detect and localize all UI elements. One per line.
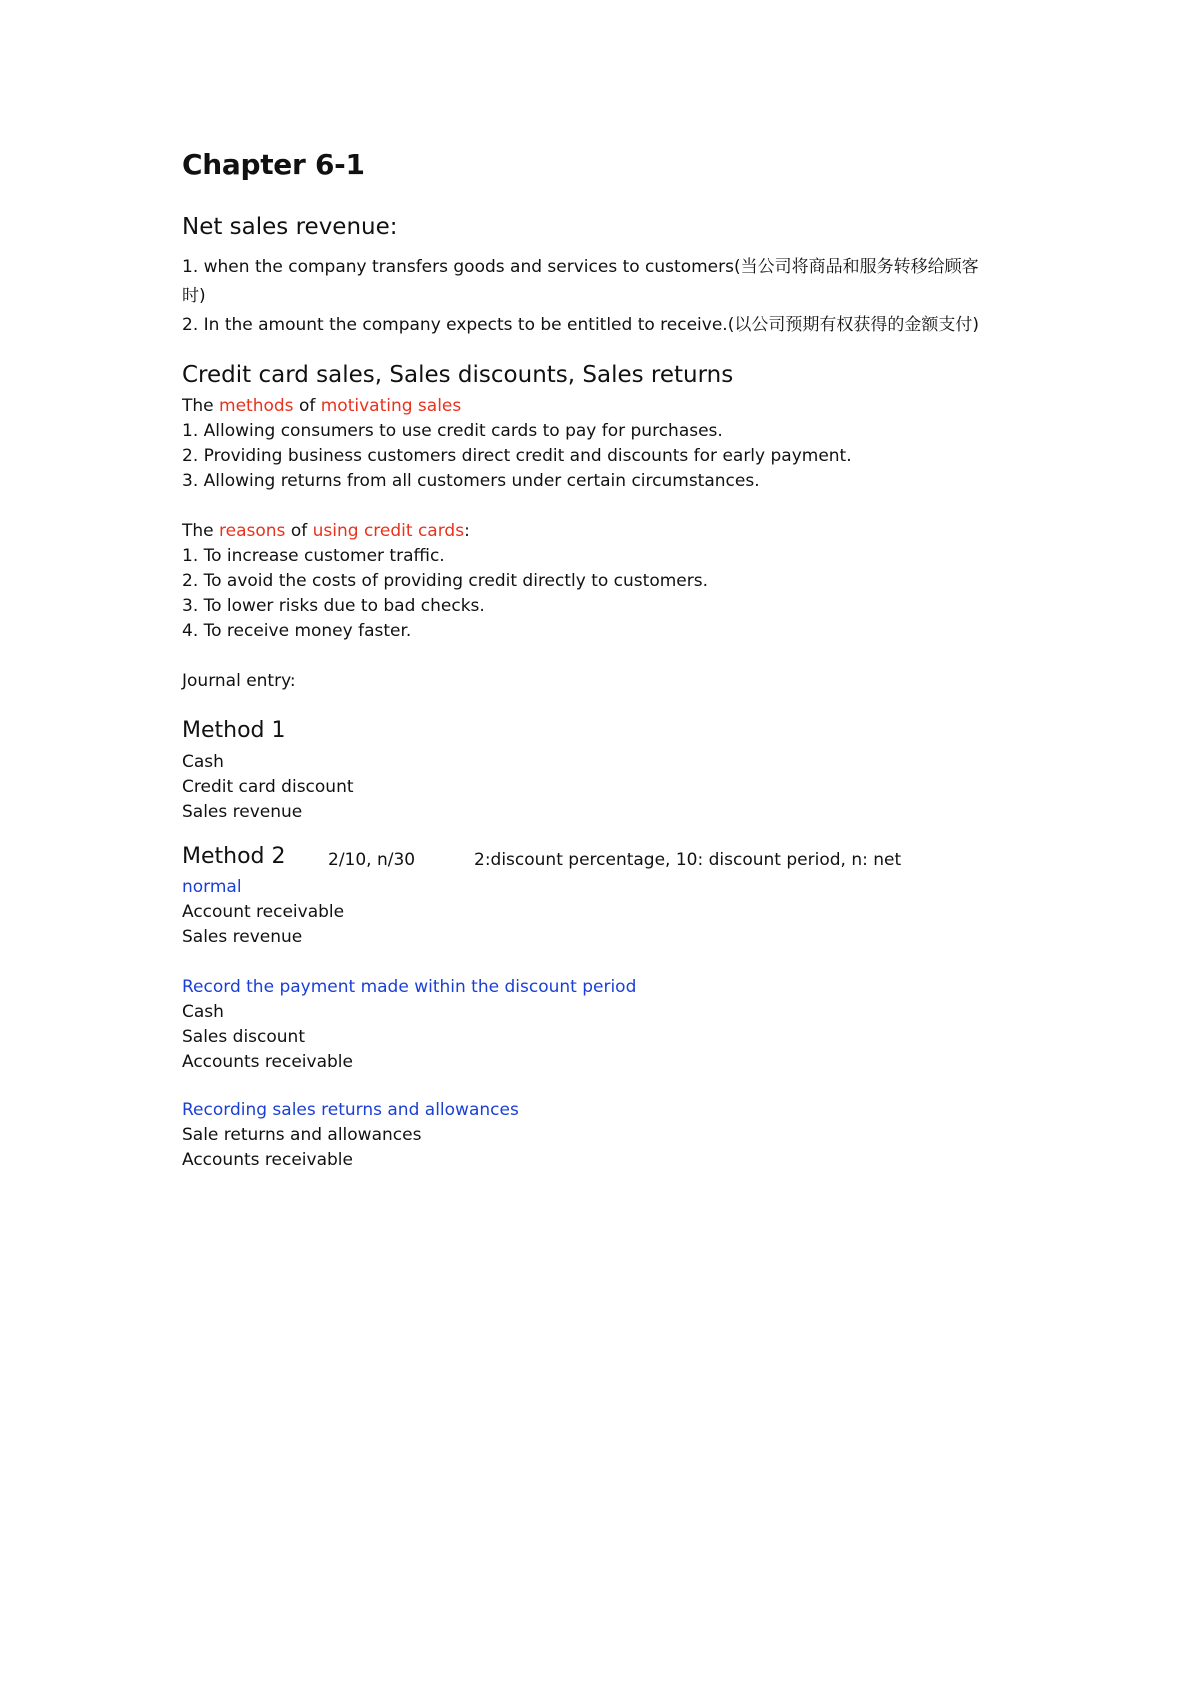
methods-intro-the: The [182,396,220,416]
method-item: 3. Allowing returns from all customers under certain circumstances. [182,471,760,491]
methods-intro-of: of [293,396,321,416]
methods-intro [182,396,461,416]
reason-item: 2. To avoid the costs of providing credit directly to customers. [182,571,708,591]
net-sales-line-1-cont: 时) [182,286,206,306]
normal-label: normal [182,877,242,897]
method-2-terms: 2/10, n/30 [328,850,416,870]
net-sales-heading: Net sales revenue: [182,214,398,240]
method-2-heading: Method 2 [182,844,286,869]
method-item: 1. Allowing consumers to use credit cards to pay for purchases. [182,421,723,441]
motivating-keyword: motivating sales [320,396,462,416]
method-2-explanation: 2:discount percentage, 10: discount period, n: net [474,850,902,870]
chapter-title: Chapter 6-1 [182,148,365,181]
payment-label: Record the payment made within the discount period [182,977,637,997]
method-1-heading: Method 1 [182,718,286,743]
method-item: 2. Providing business customers direct credit and discounts for early payment. [182,446,852,466]
payment-entry: Sales discount [182,1027,305,1047]
reason-item: 3. To lower risks due to bad checks. [182,596,485,616]
method-1-entry: Sales revenue [182,802,303,822]
reasons-intro-colon: : [464,521,470,541]
reasons-intro [182,521,470,541]
reasons-intro-of: of [285,521,313,541]
reason-item: 4. To receive money faster. [182,621,412,641]
net-sales-line-2: 2. In the amount the company expects to be entitled to receive.(以公司预期有权获得的金额支付) [182,315,979,335]
normal-entry: Account receivable [182,902,345,922]
payment-entry: Accounts receivable [182,1052,353,1072]
net-sales-line-1: 1. when the company transfers goods and services to customers(当公司将商品和服务转移给顾客 [182,257,979,277]
reason-item: 1. To increase customer traffic. [182,546,445,566]
payment-entry: Cash [182,1002,224,1022]
reasons-keyword: reasons [219,521,286,541]
using-credit-cards-keyword: using credit cards [312,521,465,541]
returns-entry: Sale returns and allowances [182,1125,422,1145]
credit-section-heading: Credit card sales, Sales discounts, Sales returns [182,362,734,388]
returns-label: Recording sales returns and allowances [182,1100,519,1120]
returns-entry: Accounts receivable [182,1150,353,1170]
journal-entry-label: Journal entry: [182,671,296,691]
method-1-entry: Cash [182,752,224,772]
normal-entry: Sales revenue [182,927,303,947]
method-1-entry: Credit card discount [182,777,354,797]
methods-keyword: methods [219,396,294,416]
reasons-intro-the: The [182,521,220,541]
